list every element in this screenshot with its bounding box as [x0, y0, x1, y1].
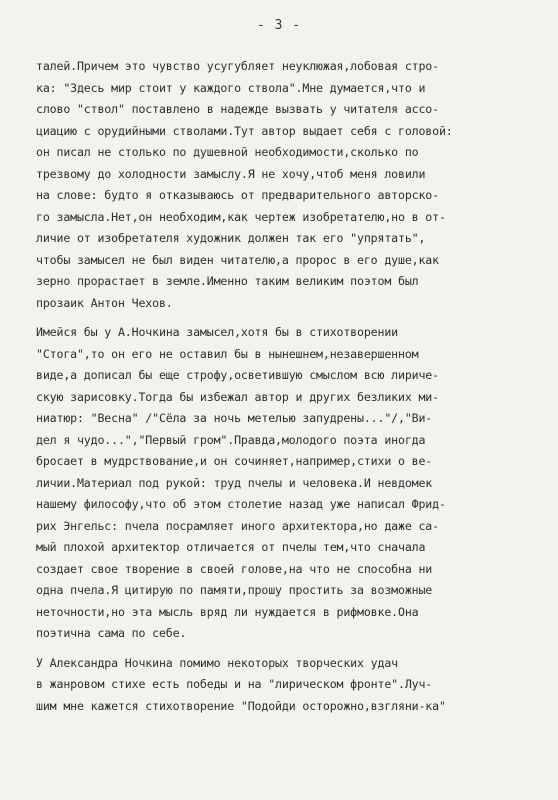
- paragraph-gap: [36, 645, 546, 653]
- paragraph-2: [36, 322, 546, 645]
- text-line: зерно прорастает в земле.Именно таким великим поэтом был: [36, 274, 419, 288]
- text-line: создает свое творение в своей голове,на что не способна ни: [36, 561, 433, 576]
- text-line: талей.Причем это чувство усугубляет неуклюжая,лобовая стро-: [36, 59, 439, 73]
- text-line: в жанровом стихе есть победы и на "лирическом фронте".Луч-: [36, 677, 433, 691]
- text-line: личии.Материал под рукой: труд пчелы и человека.И невдомек: [36, 475, 433, 490]
- text-line: скую зарисовку.Тогда бы избежал автор и других безликих ми-: [36, 389, 439, 404]
- page-body-text: [36, 56, 546, 717]
- text-line: ка: "Здесь мир стоит у каждого ствола".Мне думается,что и: [36, 80, 426, 95]
- text-line: рих Энгельс: пчела посрамляет иного архитектора,но даже са-: [36, 518, 439, 533]
- text-line: бросает в мудрствование,и он сочиняет,например,стихи о ве-: [36, 454, 433, 468]
- text-line: дел я чудо...","Первый гром".Правда,молодого поэта иногда: [36, 432, 426, 447]
- text-line: Имейся бы у А.Ночкина замысел,хотя бы в стихотворении: [36, 325, 398, 339]
- text-line: ниатюр: "Весна" /"Сёла за ночь метелью запудрены..."/,"Ви-: [36, 411, 433, 425]
- text-line: трезвому до холодности замыслу.Я не хочу,чтоб меня ловили: [36, 166, 426, 181]
- text-line: го замысла.Нет,он необходим,как чертеж изобретателю,но в от-: [36, 209, 446, 224]
- text-line: поэтична сама по себе.: [36, 626, 187, 640]
- text-line: слово "ствол" поставлено в надежде вызвать у читателя ассо-: [36, 102, 439, 116]
- paragraph-3: [36, 653, 546, 718]
- text-line: шим мне кажется стихотворение "Подойди осторожно,взгляни-ка": [36, 698, 446, 713]
- text-line: на слове: будто я отказываюсь от предварительного авторско-: [36, 188, 439, 202]
- page-number: - 3 -: [256, 18, 302, 33]
- text-line: мый плохой архитектор отличается от пчелы тем,что сначала: [36, 540, 426, 554]
- text-line: одна пчела.Я цитирую по памяти,прошу простить за возможные: [36, 583, 433, 597]
- paragraph-1: [36, 56, 546, 314]
- text-line: У Александра Ночкина помимо некоторых творческих удач: [36, 655, 398, 670]
- text-line: он писал не столько по душевной необходимости,сколько по: [36, 145, 419, 159]
- text-line: нашему философу,что об этом столетие назад уже написал Фрид-: [36, 497, 446, 511]
- paragraph-gap: [36, 314, 546, 322]
- text-line: виде,а дописал бы еще строфу,осветившую смыслом всю лириче-: [36, 368, 439, 382]
- text-line: неточности,но эта мысль вряд ли нуждается в рифмовке.Она: [36, 604, 419, 619]
- text-line: чтобы замысел не был виден читателю,а пророс в его душе,как: [36, 252, 439, 267]
- text-line: циацию с орудийными стволами.Тут автор выдает себя с головой:: [36, 123, 453, 138]
- text-line: прозаик Антон Чехов.: [36, 295, 173, 310]
- text-line: личие от изобретателя художник должен так его "упрятать",: [36, 231, 426, 245]
- text-line: "Стога",то он его не оставил бы в нынешнем,незавершенном: [36, 346, 419, 361]
